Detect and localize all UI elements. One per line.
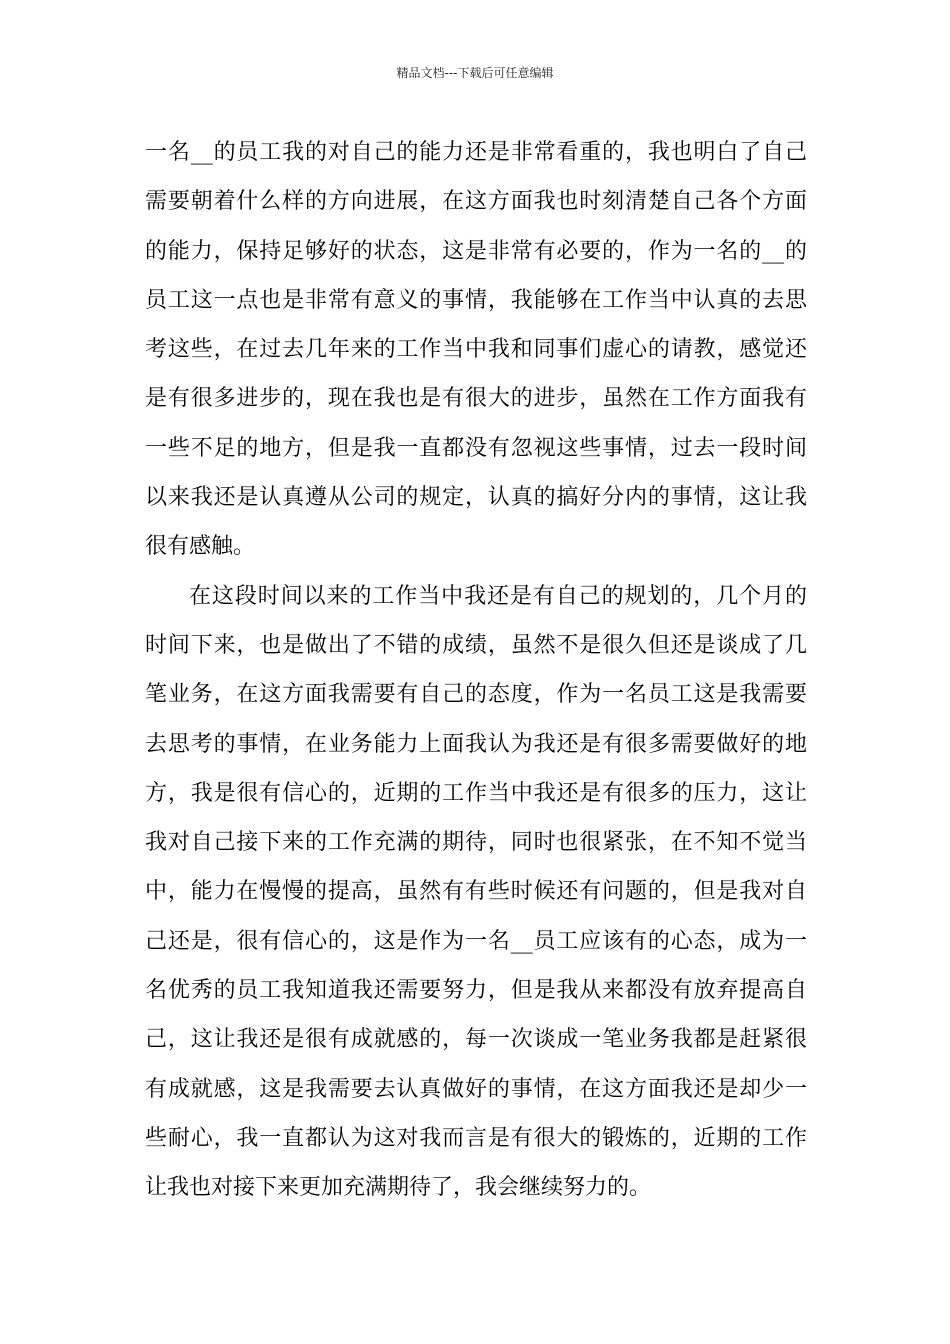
text-line: 让我也对接下来更加充满期待了，我会继续努力的。: [145, 1175, 652, 1201]
text-line: 我对自己接下来的工作充满的期待，同时也很紧张，在不知不觉当: [145, 830, 807, 856]
text-line: 有成就感，这是我需要去认真做好的事情，在这方面我还是却少一: [145, 1076, 807, 1102]
text-line: 是有很多进步的，现在我也是有很大的进步，虽然在工作方面我有: [145, 386, 807, 412]
paragraph-1: [145, 128, 807, 572]
text-line: 一些不足的地方，但是我一直都没有忽视这些事情，过去一段时间: [145, 435, 807, 461]
text-line: 在这段时间以来的工作当中我还是有自己的规划的，几个月的: [189, 583, 807, 609]
text-line: 己，这让我还是很有成就感的，每一次谈成一笔业务我都是赶紧很: [145, 1027, 807, 1053]
text-line: 时间下来，也是做出了不错的成绩，虽然不是很久但还是谈成了几: [145, 632, 807, 658]
text-line: 很有感触。: [145, 534, 256, 560]
text-line: 笔业务，在这方面我需要有自己的态度，作为一名员工这是我需要: [145, 682, 807, 708]
text-line: 的能力，保持足够好的状态，这是非常有必要的，作为一名的__的: [145, 238, 807, 264]
text-line: 员工这一点也是非常有意义的事情，我能够在工作当中认真的去思: [145, 287, 807, 313]
text-line: 方，我是很有信心的，近期的工作当中我还是有很多的压力，这让: [145, 780, 807, 806]
text-line: 考这些，在过去几年来的工作当中我和同事们虚心的请教，感觉还: [145, 337, 807, 363]
text-line: 一名__的员工我的对自己的能力还是非常看重的，我也明白了自己: [145, 140, 807, 165]
text-line: 中，能力在慢慢的提高，虽然有有些时候还有问题的，但是我对自: [145, 879, 807, 905]
text-line: 些耐心，我一直都认为这对我而言是有很大的锻炼的，近期的工作: [145, 1125, 807, 1151]
text-line: 需要朝着什么样的方向进展，在这方面我也时刻清楚自己各个方面: [145, 189, 807, 215]
paragraph-2: [145, 572, 807, 1213]
text-line: 己还是，很有信心的，这是作为一名__员工应该有的心态，成为一: [145, 928, 807, 954]
text-line: 以来我还是认真遵从公司的规定，认真的搞好分内的事情，这让我: [145, 485, 807, 511]
text-line: 去思考的事情，在业务能力上面我认为我还是有很多需要做好的地: [145, 731, 807, 757]
text-line: 名优秀的员工我知道我还需要努力，但是我从来都没有放弃提高自: [145, 978, 807, 1004]
page-header: 精品文档---下载后可任意编辑: [396, 66, 554, 80]
document-body: [145, 128, 807, 1213]
